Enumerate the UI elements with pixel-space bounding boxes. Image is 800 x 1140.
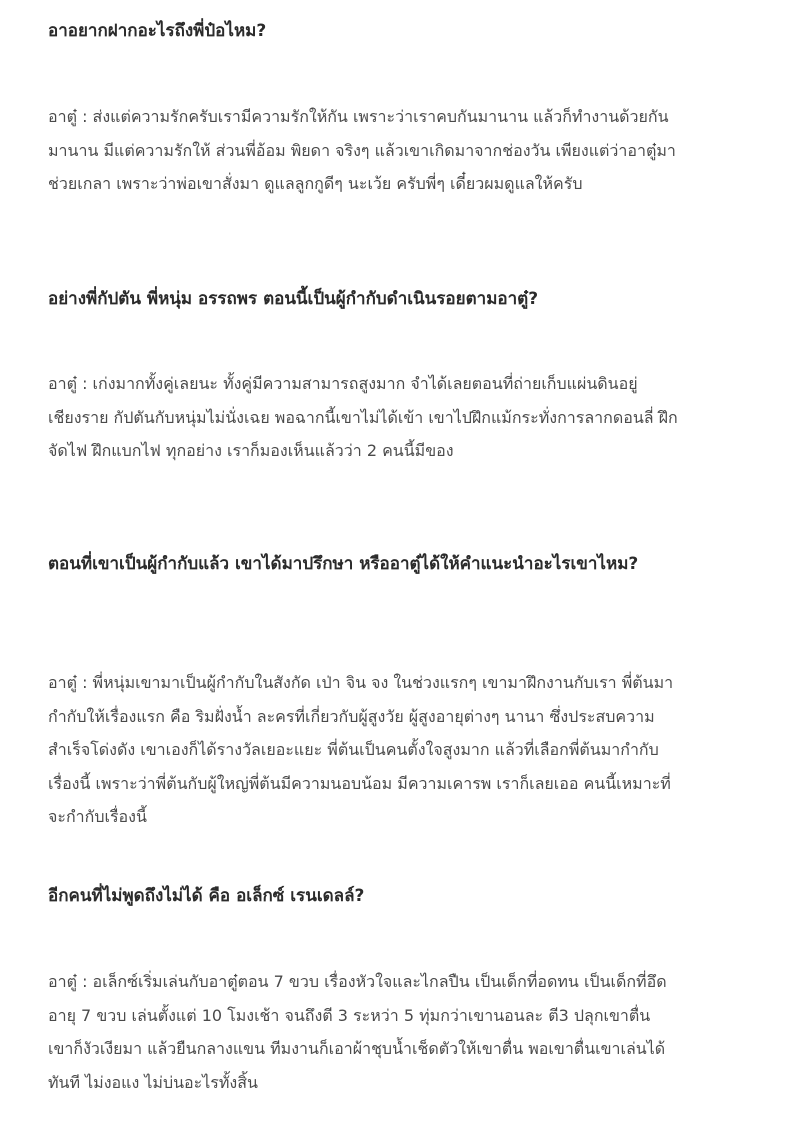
answer-paragraph: อาตู๋ : เก่งมากทั้งคู่เลยนะ ทั้งคู่มีความสามารถสูงมาก จำได้เลยตอนที่ถ่ายเก็บแผ่นดินอยู่เชียงราย กัปตันกับหนุ่มไม่นั่งเฉย พอฉากนี้เขาไม่ได้เข้า เขาไปฝึกแม้กระทั่งการลากดอนลี่ ฝึกจัดไฟ ฝึกแบกไฟ ทุกอย่าง เราก็มองเห็นแล้วว่า 2 คนนี้มีของ (48, 374, 678, 460)
question-heading: อาอยากฝากอะไรถึงพี่ป๋อไหม? (48, 21, 267, 41)
answer-paragraph: อาตู๋ : ส่งแต่ความรักครับเรามีความรักให้กัน เพราะว่าเราคบกันมานาน แล้วก็ทำงานด้วยกันมานาน มีแต่ความรักให้ ส่วนพี่อ้อม พิยดา จริงๆ แล้วเขาเกิดมาจากช่องวัน เพียงแต่ว่าอาตู๋มาช่วยเกลา เพราะว่าพ่อเขาสั่งมา ดูแลลูกกูดีๆ นะเว้ย ครับพี่ๆ เดี๋ยวผมดูแลให้ครับ (48, 107, 676, 193)
answer-paragraph: อาตู๋ : พี่หนุ่มเขามาเป็นผู้กำกับในสังกัด เป่า จิน จง ในช่วงแรกๆ เขามาฝึกงานกับเรา พี่ต้นมากำกับให้เรื่องแรก คือ ริมฝั่งน้ำ ละครที่เกี่ยวกับผู้สูงวัย ผู้สูงอายุต่างๆ นานา ซึ่งประสบความสำเร็จโด่งดัง เขาเองก็ได้รางวัลเยอะแยะ พี่ต้นเป็นคนตั้งใจสูงมาก แล้วที่เลือกพี่ต้นมากำกับเรื่องนี้ เพราะว่าพี่ต้นกับผู้ใหญ่พี่ต้นมีความนอบน้อม มีความเคารพ เราก็เลยเออ คนนี้เหมาะที่จะกำกับเรื่องนี้ (48, 673, 674, 826)
answer-paragraph: อาตู๋ : อเล็กซ์เริ่มเล่นกับอาตู๋ตอน 7 ขวบ เรื่องหัวใจและไกลปืน เป็นเด็กที่อดทน เป็นเด็กที่อึด อายุ 7 ขวบ เล่นตั้งแต่ 10 โมงเช้า จนถึงตี 3 ระหว่า 5 ทุ่มกว่าเขานอนละ ตี3 ปลุกเขาตื่น เขาก็งัวเงียมา แล้วยืนกลางแขน ทีมงานก็เอาผ้าชุบน้ำเช็ดตัวให้เขาตื่น พอเขาตื่นเขาเล่นได้ทันที ไม่งอแง ไม่บ่นอะไรทั้งสิ้น (48, 972, 667, 1092)
question-heading: อีกคนที่ไม่พูดถึงไม่ได้ คือ อเล็กซ์ เรนเดลล์? (48, 886, 365, 906)
question-heading: ตอนที่เขาเป็นผู้กำกับแล้ว เขาได้มาปรึกษา หรืออาตู๋ได้ให้คำแนะนำอะไรเขาไหม? (48, 554, 639, 574)
question-heading: อย่างพี่กัปตัน พี่หนุ่ม อรรถพร ตอนนี้เป็นผู้กำกับดำเนินรอยตามอาตู๋? (48, 289, 539, 309)
